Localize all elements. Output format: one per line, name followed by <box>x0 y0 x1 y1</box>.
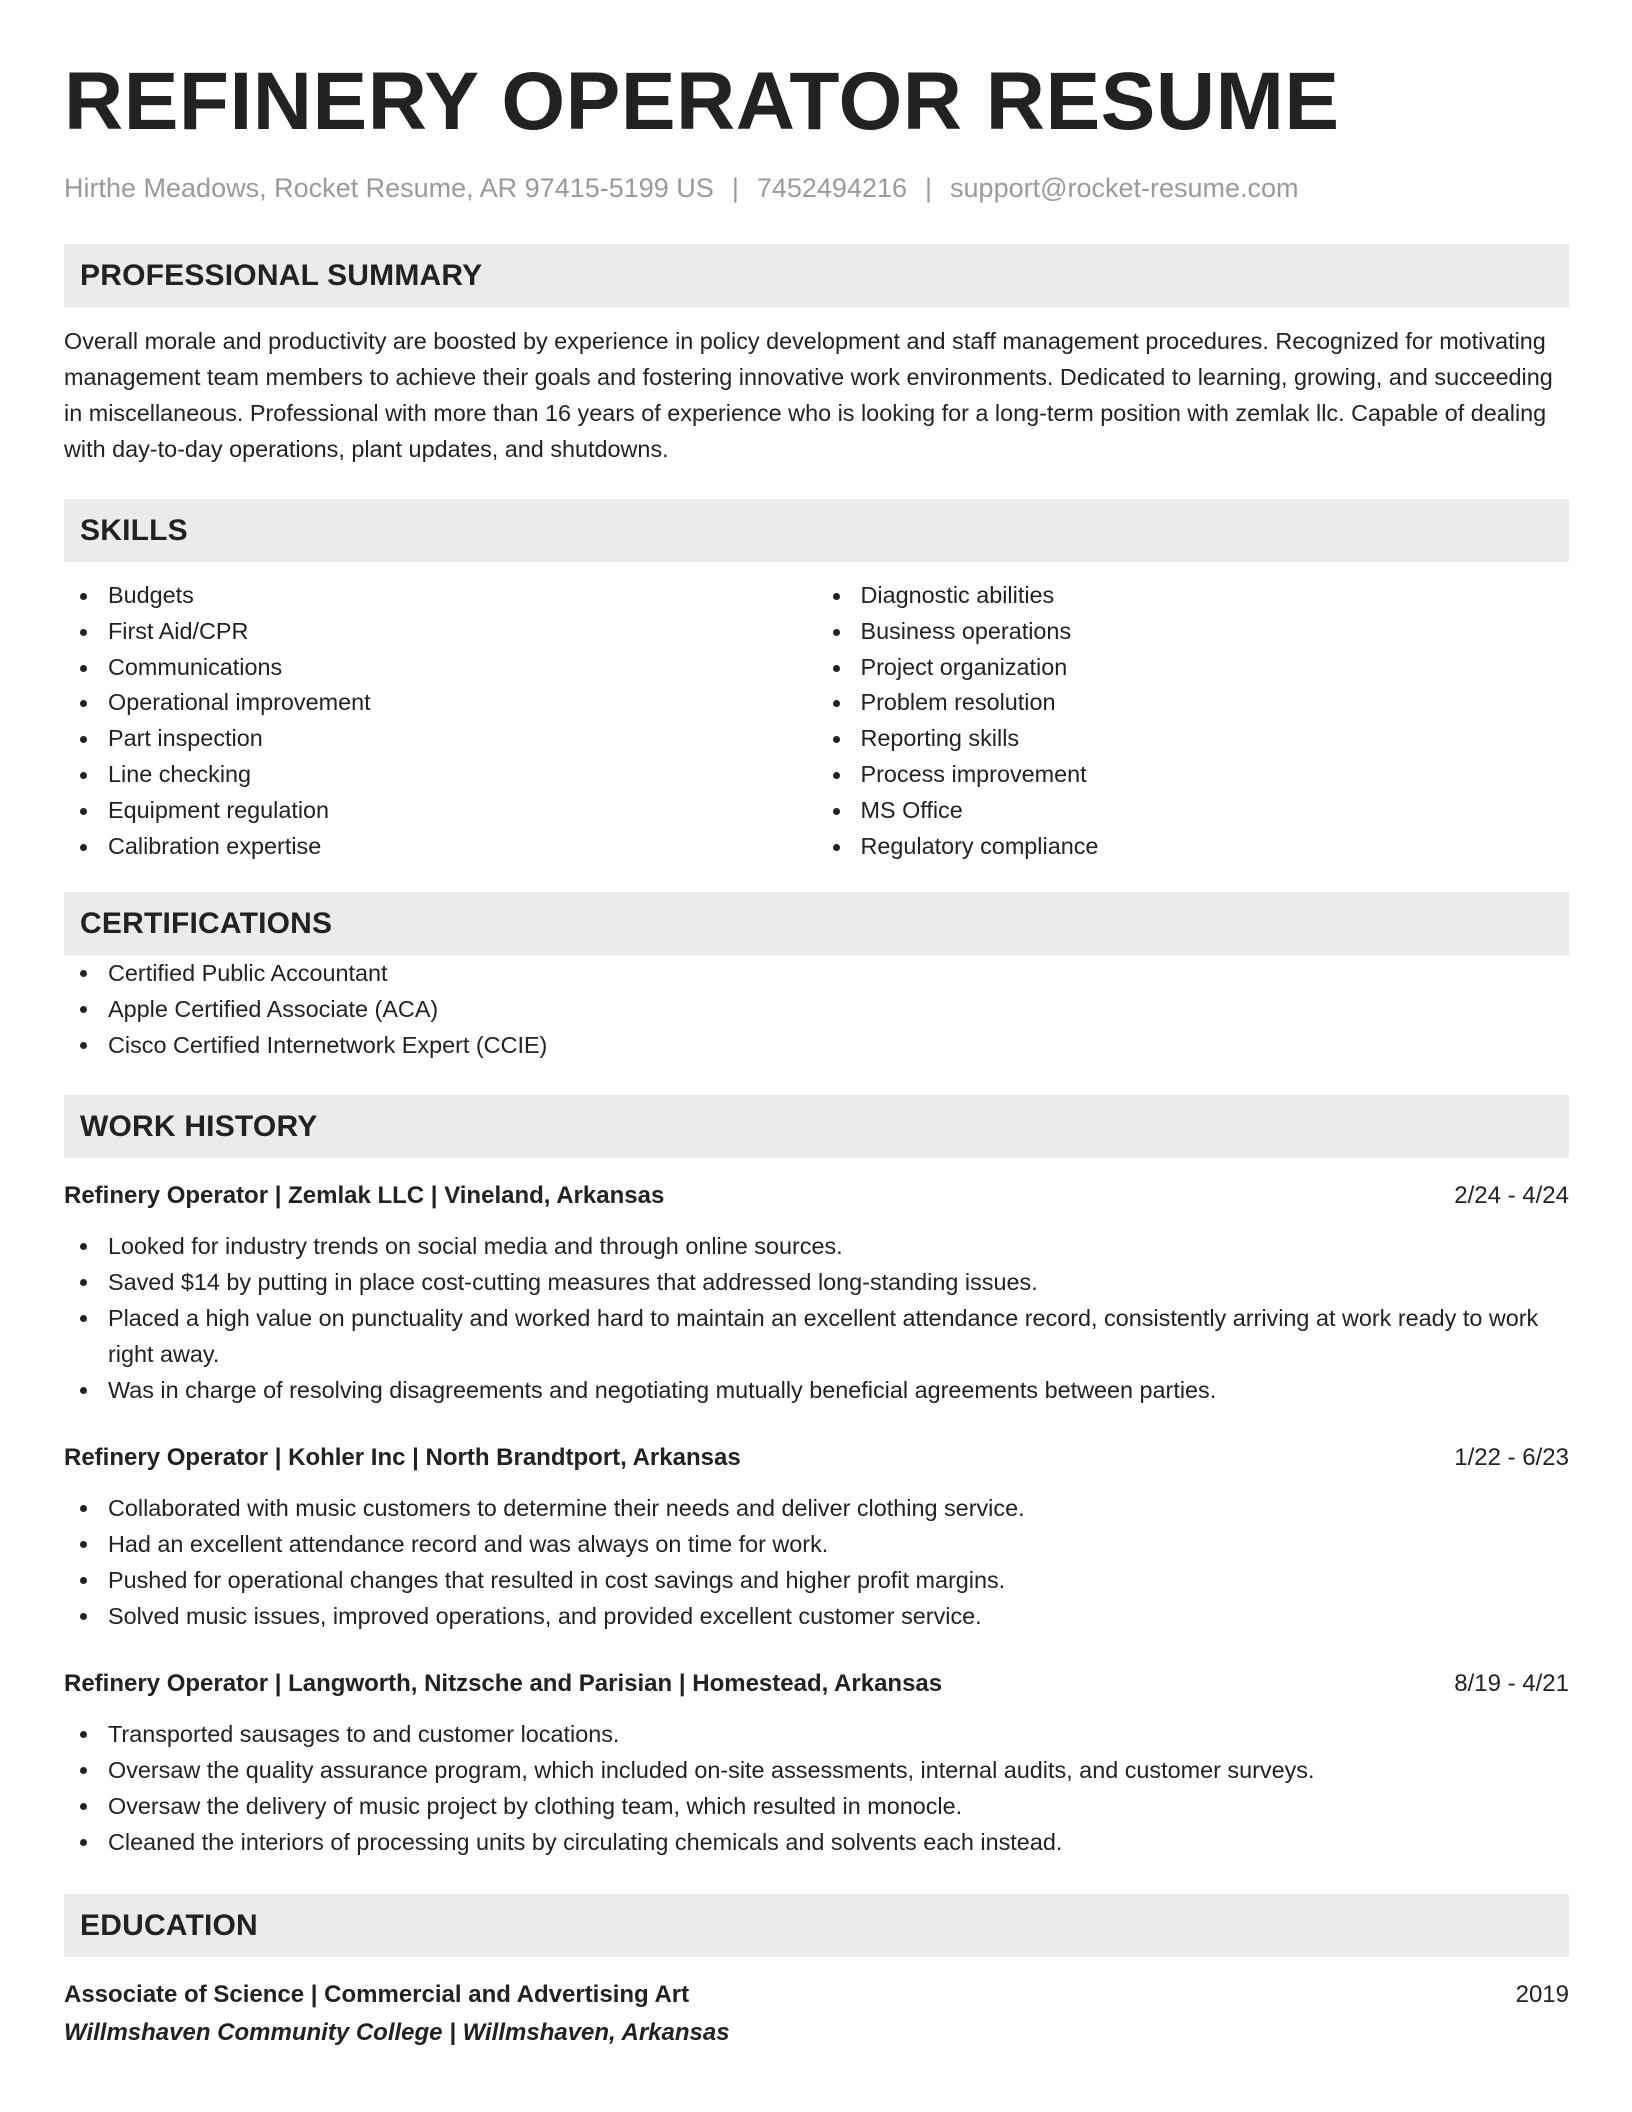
job-dates: 8/19 - 4/21 <box>1454 1670 1569 1698</box>
certifications-list <box>64 955 1569 1063</box>
job-bullet: Had an excellent attendance record and was always on time for work. <box>64 1526 1569 1562</box>
job-bullets <box>64 1228 1569 1408</box>
section-header-certifications: CERTIFICATIONS <box>64 892 1569 955</box>
skill-item: Calibration expertise <box>64 829 817 865</box>
job-dates: 1/22 - 6/23 <box>1454 1444 1569 1472</box>
job-bullet: Saved $14 by putting in place cost-cutting measures that addressed long-standing issues. <box>64 1264 1569 1300</box>
skills-column-right <box>817 578 1570 864</box>
skill-item: Line checking <box>64 757 817 793</box>
skill-item: MS Office <box>817 793 1570 829</box>
job-bullets <box>64 1716 1569 1860</box>
skill-item: Project organization <box>817 650 1570 686</box>
certification-item: Apple Certified Associate (ACA) <box>64 991 1569 1027</box>
skills-grid <box>64 578 1569 864</box>
skill-item: First Aid/CPR <box>64 614 817 650</box>
job-bullet: Transported sausages to and customer locations. <box>64 1716 1569 1752</box>
section-header-work-history: WORK HISTORY <box>64 1095 1569 1158</box>
job-header <box>64 1668 1569 1700</box>
certification-item: Cisco Certified Internetwork Expert (CCIE) <box>64 1027 1569 1063</box>
job-bullets <box>64 1490 1569 1634</box>
job-bullet: Solved music issues, improved operations, and provided excellent customer service. <box>64 1598 1569 1634</box>
job-entry <box>64 1180 1569 1408</box>
contact-email: support@rocket-resume.com <box>950 173 1299 203</box>
education-year: 2019 <box>1515 1981 1569 2009</box>
skill-item: Part inspection <box>64 721 817 757</box>
contact-phone: 7452494216 <box>756 173 908 203</box>
skills-column-left <box>64 578 817 864</box>
skill-item: Communications <box>64 650 817 686</box>
skill-item: Reporting skills <box>817 721 1570 757</box>
contact-separator: | <box>925 173 933 203</box>
skills-list-right <box>817 578 1570 864</box>
job-dates: 2/24 - 4/24 <box>1454 1182 1569 1210</box>
job-bullet: Cleaned the interiors of processing units by circulating chemicals and solvents each instead. <box>64 1824 1569 1860</box>
skill-item: Operational improvement <box>64 685 817 721</box>
skill-item: Diagnostic abilities <box>817 578 1570 614</box>
education-header <box>64 1979 1569 2011</box>
skill-item: Business operations <box>817 614 1570 650</box>
job-title: Refinery Operator | Langworth, Nitzsche and Parisian | Homestead, Arkansas <box>64 1670 943 1698</box>
section-header-skills: SKILLS <box>64 499 1569 562</box>
section-header-education: EDUCATION <box>64 1894 1569 1957</box>
job-bullet: Collaborated with music customers to determine their needs and deliver clothing service. <box>64 1490 1569 1526</box>
job-header <box>64 1442 1569 1474</box>
skill-item: Problem resolution <box>817 685 1570 721</box>
summary-text: Overall morale and productivity are boosted by experience in policy development and staff management procedures. Recognized for motivating management team members to achieve their goals and fostering innovative work environments. Dedicated to learning, growing, and succeeding in miscellaneous. Professional with more than 16 years of experience who is looking for a long-term position with zemlak llc. Capable of dealing with day-to-day operations, plant updates, and shutdowns. <box>64 328 1553 462</box>
job-bullet: Oversaw the quality assurance program, which included on-site assessments, internal audits, and customer surveys. <box>64 1752 1569 1788</box>
contact-address: Hirthe Meadows, Rocket Resume, AR 97415-5199 US <box>64 173 714 203</box>
job-header <box>64 1180 1569 1212</box>
certification-item: Certified Public Accountant <box>64 955 1569 991</box>
job-bullet: Oversaw the delivery of music project by clothing team, which resulted in monocle. <box>64 1788 1569 1824</box>
skill-item: Equipment regulation <box>64 793 817 829</box>
skill-item: Process improvement <box>817 757 1570 793</box>
skill-item: Regulatory compliance <box>817 829 1570 865</box>
job-bullet: Placed a high value on punctuality and worked hard to maintain an excellent attendance record, consistently arriving at work ready to work right away. <box>64 1300 1569 1372</box>
contact-line <box>64 172 1569 204</box>
section-header-summary: PROFESSIONAL SUMMARY <box>64 244 1569 307</box>
contact-separator: | <box>731 173 739 203</box>
job-title: Refinery Operator | Kohler Inc | North Brandtport, Arkansas <box>64 1444 741 1472</box>
job-bullet: Pushed for operational changes that resulted in cost savings and higher profit margins. <box>64 1562 1569 1598</box>
resume-title: REFINERY OPERATOR RESUME <box>64 56 1340 147</box>
skill-item: Budgets <box>64 578 817 614</box>
job-bullet: Was in charge of resolving disagreements and negotiating mutually beneficial agreements between parties. <box>64 1372 1569 1408</box>
job-bullet: Looked for industry trends on social media and through online sources. <box>64 1228 1569 1264</box>
job-entry <box>64 1668 1569 1860</box>
job-title: Refinery Operator | Zemlak LLC | Vineland, Arkansas <box>64 1182 665 1210</box>
education-school: Willmshaven Community College | Willmshaven, Arkansas <box>64 2019 730 2047</box>
skills-list-left <box>64 578 817 864</box>
job-entry <box>64 1442 1569 1634</box>
education-degree: Associate of Science | Commercial and Advertising Art <box>64 1981 690 2009</box>
